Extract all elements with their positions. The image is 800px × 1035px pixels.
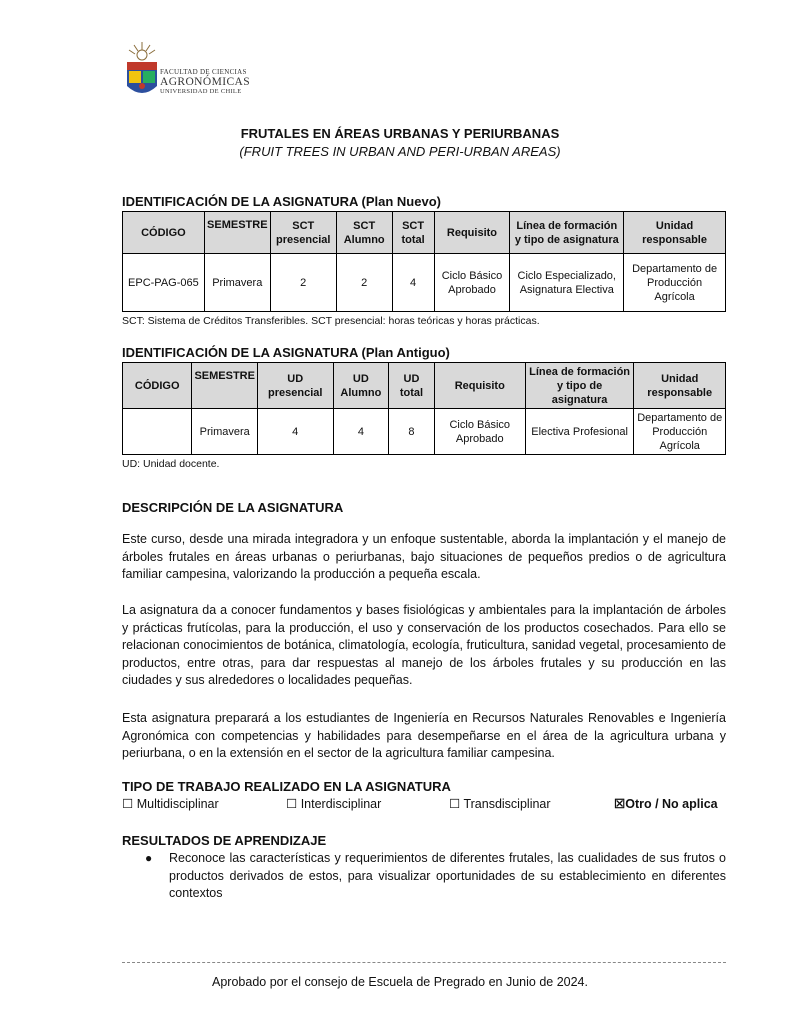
table-cell: EPC-PAG-065 bbox=[123, 254, 205, 312]
table-cell: 2 bbox=[270, 254, 336, 312]
logo-line2: AGRONÓMICAS bbox=[160, 76, 251, 88]
table-cell bbox=[123, 409, 192, 455]
plan-nuevo-table bbox=[122, 211, 726, 312]
checkbox-icon[interactable]: ☐ bbox=[286, 797, 298, 811]
resultados-heading: RESULTADOS DE APRENDIZAJE bbox=[122, 833, 327, 848]
plan-antiguo-heading: IDENTIFICACIÓN DE LA ASIGNATURA (Plan Antiguo) bbox=[122, 345, 450, 360]
option-multidisciplinar[interactable] bbox=[122, 796, 219, 811]
header-cell: Requisito bbox=[434, 212, 510, 254]
table-cell: Ciclo Básico Aprobado bbox=[434, 409, 525, 455]
option-interdisciplinar[interactable] bbox=[286, 796, 381, 811]
header-cell: SEMESTRE bbox=[192, 363, 258, 409]
header-cell: UD Alumno bbox=[333, 363, 389, 409]
bullet-icon: ● bbox=[145, 851, 153, 865]
logo-line3: UNIVERSIDAD DE CHILE bbox=[160, 88, 242, 95]
table-cell: Ciclo Especializado, Asignatura Electiva bbox=[510, 254, 624, 312]
table-row bbox=[123, 409, 726, 455]
table-cell: Departamento de Producción Agrícola bbox=[634, 409, 726, 455]
table-cell: Departamento de Producción Agrícola bbox=[624, 254, 726, 312]
header-cell: SEMESTRE bbox=[204, 212, 270, 254]
checkbox-icon[interactable]: ☐ bbox=[449, 797, 461, 811]
table-cell: Primavera bbox=[204, 254, 270, 312]
plan-antiguo-table bbox=[122, 362, 726, 455]
table-cell: 8 bbox=[389, 409, 435, 455]
tipo-trabajo-heading: TIPO DE TRABAJO REALIZADO EN LA ASIGNATURA bbox=[122, 779, 451, 794]
table-cell: Ciclo Básico Aprobado bbox=[434, 254, 510, 312]
header-cell: CÓDIGO bbox=[123, 212, 205, 254]
header-cell: Línea de formación y tipo de asignatura bbox=[510, 212, 624, 254]
option-label: Otro / No aplica bbox=[625, 797, 718, 811]
footer-divider bbox=[122, 962, 726, 963]
table-cell: 4 bbox=[333, 409, 389, 455]
header-cell: UD presencial bbox=[257, 363, 333, 409]
table-header-row bbox=[123, 363, 726, 409]
header-cell: SCT presencial bbox=[270, 212, 336, 254]
plan-nuevo-note: SCT: Sistema de Créditos Transferibles. SCT presencial: horas teóricas y horas prácticas. bbox=[122, 315, 540, 327]
descripcion-paragraph-2: La asignatura da a conocer fundamentos y bases fisiológicas y ambientales para la implantación de árboles y prácticas frutícolas, para la producción, el uso y conservación de los productos cosechados. Para ello se relacionan conocimientos de botánica, climatología, ecología, fruticultura, sanidad vegetal, procesamiento de productos, entre otras, para dar respuestas al manejo de los árboles frutales y su producción en las ciudades y sus alrededores o localidades pequeñas. bbox=[122, 603, 726, 687]
table-cell: 4 bbox=[392, 254, 434, 312]
header-cell: Requisito bbox=[434, 363, 525, 409]
header-cell: Línea de formación y tipo de asignatura bbox=[525, 363, 634, 409]
table-cell: Primavera bbox=[192, 409, 258, 455]
document-subtitle: (FRUIT TREES IN URBAN AND PERI-URBAN AREAS) bbox=[239, 144, 561, 159]
plan-nuevo-heading: IDENTIFICACIÓN DE LA ASIGNATURA (Plan Nuevo) bbox=[122, 194, 441, 209]
option-transdisciplinar[interactable] bbox=[449, 796, 551, 811]
descripcion-paragraph-3: Esta asignatura preparará a los estudiantes de Ingeniería en Recursos Naturales Renovables e Ingeniería Agronómica con competencias y habilidades para desempeñarse en el área de la agricultura urbana y periurbana, o en la extensión en el sector de la agricultura familiar campesina. bbox=[122, 711, 726, 760]
header-cell: UD total bbox=[389, 363, 435, 409]
option-label: Interdisciplinar bbox=[300, 797, 382, 811]
option-otro-no-aplica[interactable] bbox=[614, 796, 718, 811]
plan-antiguo-note: UD: Unidad docente. bbox=[122, 458, 220, 470]
descripcion-heading: DESCRIPCIÓN DE LA ASIGNATURA bbox=[122, 500, 344, 515]
logo-line1: FACULTAD DE CIENCIAS bbox=[160, 68, 247, 76]
checked-checkbox-icon[interactable]: ☒ bbox=[614, 797, 626, 811]
option-label: Transdisciplinar bbox=[463, 797, 551, 811]
header-cell: SCT Alumno bbox=[336, 212, 392, 254]
table-header-row bbox=[123, 212, 726, 254]
header-cell: CÓDIGO bbox=[123, 363, 192, 409]
header-cell: Unidad responsable bbox=[634, 363, 726, 409]
faculty-crest-icon bbox=[122, 40, 162, 102]
option-label: Multidisciplinar bbox=[136, 797, 219, 811]
table-cell: 4 bbox=[257, 409, 333, 455]
checkbox-icon[interactable]: ☐ bbox=[122, 797, 134, 811]
logo-text bbox=[160, 67, 250, 97]
header-cell: Unidad responsable bbox=[624, 212, 726, 254]
table-cell: 2 bbox=[336, 254, 392, 312]
descripcion-paragraph-1: Este curso, desde una mirada integradora y un enfoque sustentable, aborda la implantación y el manejo de árboles frutales en áreas urbanas o periurbanas, bajo situaciones de pequeños predios o de agricultura familiar campesina, valorizando la producción a pequeña escala. bbox=[122, 532, 726, 581]
footer-text: Aprobado por el consejo de Escuela de Pregrado en Junio de 2024. bbox=[212, 975, 588, 989]
document-title: FRUTALES EN ÁREAS URBANAS Y PERIURBANAS bbox=[240, 126, 560, 141]
resultado-item: Reconoce las características y requerimientos de diferentes frutales, las cualidades de sus frutos o productos derivados de estos, para visualizar oportunidades de su establecimiento en diferentes contextos bbox=[169, 851, 726, 900]
table-row bbox=[123, 254, 726, 312]
table-cell: Electiva Profesional bbox=[525, 409, 634, 455]
header-cell: SCT total bbox=[392, 212, 434, 254]
